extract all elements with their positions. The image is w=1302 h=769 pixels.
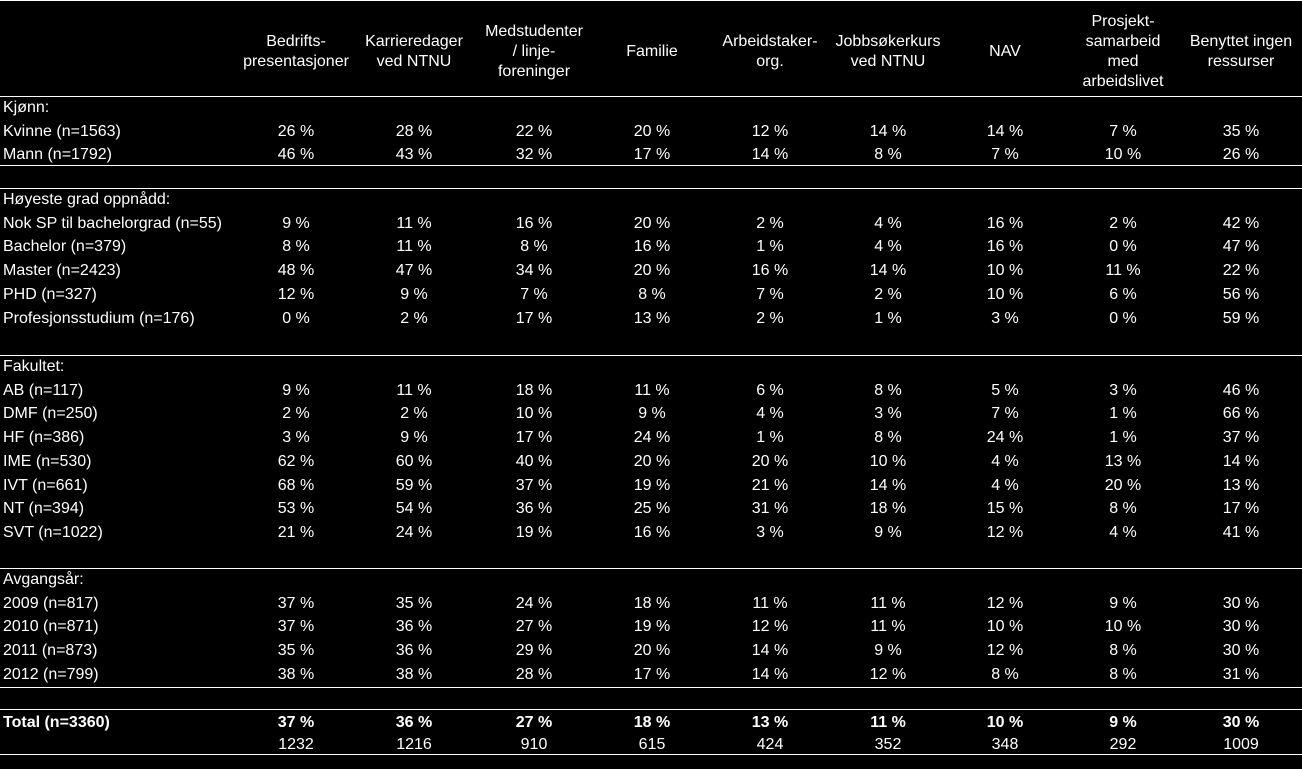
data-cell: 4 % xyxy=(756,405,784,423)
data-cell: 66 % xyxy=(1222,405,1260,423)
data-cell: 13 % xyxy=(633,309,671,327)
data-cell: 3 % xyxy=(874,405,902,423)
data-cell: 11 % xyxy=(870,618,906,636)
data-cell: 16 % xyxy=(515,214,553,232)
data-cell: 7 % xyxy=(991,405,1019,423)
data-cell: 8 % xyxy=(874,429,902,447)
data-cell: 53 % xyxy=(277,500,315,518)
data-cell: 24 % xyxy=(395,523,433,541)
column-header: Jobbsøkerkurs ved NTNU xyxy=(835,33,941,70)
data-cell: 48 % xyxy=(277,262,315,280)
data-cell: 14 % xyxy=(1222,452,1260,470)
divider-line xyxy=(0,355,1302,356)
data-cell: 1 % xyxy=(1109,429,1137,447)
data-cell: 8 % xyxy=(1109,665,1137,683)
data-cell: 17 % xyxy=(515,429,553,447)
data-cell: 2 % xyxy=(874,285,902,303)
data-cell: 14 % xyxy=(751,665,789,683)
total-percent-cell: 10 % xyxy=(986,714,1024,731)
data-cell: 20 % xyxy=(633,262,671,280)
data-cell: 19 % xyxy=(633,476,671,494)
data-cell: 21 % xyxy=(751,476,789,494)
total-count-cell: 348 xyxy=(991,736,1019,753)
data-cell: 28 % xyxy=(395,122,433,140)
divider-line xyxy=(0,0,1302,1)
data-cell: 9 % xyxy=(282,214,310,232)
data-cell: 10 % xyxy=(869,452,907,470)
data-cell: 20 % xyxy=(1104,476,1142,494)
data-cell: 14 % xyxy=(869,476,907,494)
divider-line xyxy=(0,687,1302,688)
data-cell: 20 % xyxy=(633,642,671,660)
data-cell: 19 % xyxy=(633,618,671,636)
data-cell: 14 % xyxy=(869,262,907,280)
data-cell: 36 % xyxy=(515,500,553,518)
data-cell: 12 % xyxy=(751,618,789,636)
data-cell: 68 % xyxy=(277,476,315,494)
data-cell: 30 % xyxy=(1222,594,1260,612)
data-cell: 1 % xyxy=(874,309,902,327)
data-cell: 40 % xyxy=(515,452,553,470)
data-cell: 14 % xyxy=(986,122,1024,140)
data-cell: 4 % xyxy=(874,238,902,256)
data-cell: 2 % xyxy=(400,405,428,423)
data-cell: 19 % xyxy=(515,523,553,541)
data-cell: 2 % xyxy=(756,309,784,327)
section-title: Avgangsår: xyxy=(3,571,84,588)
data-cell: 3 % xyxy=(756,523,784,541)
data-cell: 34 % xyxy=(515,262,553,280)
data-cell: 26 % xyxy=(277,122,315,140)
data-cell: 9 % xyxy=(874,642,902,660)
data-cell: 2 % xyxy=(756,214,784,232)
data-cell: 24 % xyxy=(633,429,671,447)
data-cell: 0 % xyxy=(1109,309,1137,327)
data-cell: 27 % xyxy=(515,618,553,636)
section-title: Kjønn: xyxy=(3,99,50,116)
data-cell: 12 % xyxy=(986,523,1024,541)
data-cell: 47 % xyxy=(395,262,433,280)
divider-line xyxy=(0,568,1302,569)
column-header: Bedrifts- presentasjoner xyxy=(243,33,349,70)
section-title: Fakultet: xyxy=(3,358,65,375)
data-cell: 36 % xyxy=(395,618,433,636)
data-cell: 37 % xyxy=(277,594,315,612)
total-count-cell: 352 xyxy=(874,736,902,753)
data-cell: 30 % xyxy=(1222,618,1260,636)
data-cell: 8 % xyxy=(1109,500,1137,518)
data-cell: 35 % xyxy=(1222,122,1260,140)
data-cell: 43 % xyxy=(395,146,433,164)
total-count-cell: 615 xyxy=(638,736,666,753)
row-label: Mann (n=1792) xyxy=(3,146,112,164)
data-cell: 8 % xyxy=(874,146,902,164)
data-cell: 17 % xyxy=(1222,500,1260,518)
data-cell: 24 % xyxy=(515,594,553,612)
data-cell: 37 % xyxy=(515,476,553,494)
data-cell: 17 % xyxy=(515,309,553,327)
data-cell: 35 % xyxy=(277,642,315,660)
data-cell: 14 % xyxy=(751,642,789,660)
row-label: HF (n=386) xyxy=(3,429,85,447)
data-cell: 14 % xyxy=(869,122,907,140)
data-cell: 59 % xyxy=(395,476,433,494)
total-count-cell: 1232 xyxy=(278,736,314,753)
data-cell: 11 % xyxy=(1105,262,1141,280)
data-cell: 16 % xyxy=(633,523,671,541)
data-cell: 31 % xyxy=(1222,665,1260,683)
data-cell: 20 % xyxy=(633,122,671,140)
data-cell: 54 % xyxy=(395,500,433,518)
data-cell: 9 % xyxy=(400,285,428,303)
data-cell: 1 % xyxy=(756,429,784,447)
row-label: Profesjonsstudium (n=176) xyxy=(3,309,195,327)
data-cell: 37 % xyxy=(1222,429,1260,447)
data-cell: 7 % xyxy=(520,285,548,303)
section-title: Høyeste grad oppnådd: xyxy=(3,191,171,208)
total-percent-cell: 9 % xyxy=(1109,714,1137,731)
data-cell: 1 % xyxy=(1109,405,1137,423)
row-label: 2009 (n=817) xyxy=(3,594,99,612)
row-label: 2012 (n=799) xyxy=(3,665,99,683)
data-cell: 30 % xyxy=(1222,642,1260,660)
divider-line xyxy=(0,709,1302,710)
data-cell: 17 % xyxy=(633,665,671,683)
data-cell: 9 % xyxy=(282,381,310,399)
row-label: SVT (n=1022) xyxy=(3,523,103,541)
data-cell: 11 % xyxy=(396,381,432,399)
data-cell: 10 % xyxy=(986,618,1024,636)
data-cell: 10 % xyxy=(986,285,1024,303)
data-cell: 11 % xyxy=(396,238,432,256)
data-cell: 16 % xyxy=(986,238,1024,256)
data-cell: 11 % xyxy=(752,594,788,612)
column-header: Arbeidstaker- org. xyxy=(722,33,818,70)
data-cell: 9 % xyxy=(874,523,902,541)
total-count-cell: 1216 xyxy=(396,736,432,753)
data-cell: 38 % xyxy=(395,665,433,683)
data-cell: 4 % xyxy=(991,452,1019,470)
data-cell: 8 % xyxy=(874,381,902,399)
data-cell: 9 % xyxy=(400,429,428,447)
data-cell: 1 % xyxy=(756,238,784,256)
row-label: NT (n=394) xyxy=(3,500,85,518)
data-cell: 21 % xyxy=(277,523,315,541)
data-cell: 35 % xyxy=(395,594,433,612)
data-cell: 25 % xyxy=(633,500,671,518)
data-cell: 18 % xyxy=(515,381,553,399)
data-cell: 24 % xyxy=(986,429,1024,447)
data-cell: 12 % xyxy=(751,122,789,140)
total-percent-cell: 36 % xyxy=(395,714,433,731)
total-count-cell: 292 xyxy=(1109,736,1137,753)
data-cell: 6 % xyxy=(756,381,784,399)
data-cell: 12 % xyxy=(277,285,315,303)
data-cell: 7 % xyxy=(756,285,784,303)
column-header: Karrieredager ved NTNU xyxy=(365,33,463,70)
data-cell: 14 % xyxy=(751,146,789,164)
data-cell: 13 % xyxy=(1104,452,1142,470)
data-cell: 4 % xyxy=(874,214,902,232)
data-cell: 17 % xyxy=(633,146,671,164)
data-cell: 37 % xyxy=(277,618,315,636)
data-cell: 2 % xyxy=(1109,214,1137,232)
data-cell: 15 % xyxy=(986,500,1024,518)
data-cell: 22 % xyxy=(515,122,553,140)
total-percent-cell: 30 % xyxy=(1222,714,1260,731)
data-cell: 56 % xyxy=(1222,285,1260,303)
data-cell: 41 % xyxy=(1222,523,1260,541)
data-cell: 18 % xyxy=(633,594,671,612)
data-cell: 0 % xyxy=(1109,238,1137,256)
data-cell: 3 % xyxy=(282,429,310,447)
data-cell: 20 % xyxy=(751,452,789,470)
data-cell: 5 % xyxy=(991,381,1019,399)
data-cell: 22 % xyxy=(1222,262,1260,280)
data-cell: 12 % xyxy=(986,594,1024,612)
data-cell: 8 % xyxy=(1109,642,1137,660)
row-label: IVT (n=661) xyxy=(3,476,88,494)
total-count-cell: 1009 xyxy=(1223,736,1259,753)
data-cell: 20 % xyxy=(633,452,671,470)
data-cell: 8 % xyxy=(282,238,310,256)
row-label: Kvinne (n=1563) xyxy=(3,122,121,140)
divider-line xyxy=(0,96,1302,97)
data-cell: 28 % xyxy=(515,665,553,683)
data-cell: 16 % xyxy=(633,238,671,256)
row-label: AB (n=117) xyxy=(3,381,84,399)
data-cell: 38 % xyxy=(277,665,315,683)
data-cell: 42 % xyxy=(1222,214,1260,232)
data-cell: 4 % xyxy=(991,476,1019,494)
total-percent-cell: 11 % xyxy=(870,714,906,731)
data-cell: 60 % xyxy=(395,452,433,470)
data-cell: 10 % xyxy=(986,262,1024,280)
data-cell: 11 % xyxy=(870,594,906,612)
data-cell: 10 % xyxy=(515,405,553,423)
row-label: 2010 (n=871) xyxy=(3,618,99,636)
data-cell: 31 % xyxy=(751,500,789,518)
data-cell: 47 % xyxy=(1222,238,1260,256)
row-label: DMF (n=250) xyxy=(3,405,98,423)
data-cell: 11 % xyxy=(396,214,432,232)
row-label: 2011 (n=873) xyxy=(3,642,98,660)
data-cell: 4 % xyxy=(1109,523,1137,541)
total-count-cell: 424 xyxy=(756,736,784,753)
total-percent-cell: 13 % xyxy=(751,714,789,731)
data-cell: 12 % xyxy=(869,665,907,683)
column-header: Benyttet ingen ressurser xyxy=(1189,33,1293,70)
data-cell: 12 % xyxy=(986,642,1024,660)
column-header: Medstudenter / linje- foreninger xyxy=(485,23,583,80)
data-cell: 26 % xyxy=(1222,146,1260,164)
data-cell: 9 % xyxy=(638,405,666,423)
data-cell: 46 % xyxy=(1222,381,1260,399)
data-cell: 29 % xyxy=(515,642,553,660)
data-cell: 7 % xyxy=(991,146,1019,164)
column-header: NAV xyxy=(989,43,1021,60)
data-cell: 6 % xyxy=(1109,285,1137,303)
data-cell: 18 % xyxy=(869,500,907,518)
data-cell: 3 % xyxy=(1109,381,1137,399)
data-cell: 16 % xyxy=(986,214,1024,232)
total-percent-cell: 37 % xyxy=(277,714,315,731)
data-cell: 7 % xyxy=(1109,122,1137,140)
row-label: PHD (n=327) xyxy=(3,285,97,303)
row-label: IME (n=530) xyxy=(3,452,92,470)
total-percent-cell: 18 % xyxy=(633,714,671,731)
total-percent-cell: 27 % xyxy=(515,714,553,731)
data-cell: 13 % xyxy=(1222,476,1260,494)
divider-line xyxy=(0,188,1302,189)
data-cell: 2 % xyxy=(400,309,428,327)
column-header: Familie xyxy=(626,43,678,60)
total-label: Total (n=3360) xyxy=(3,714,110,731)
row-label: Bachelor (n=379) xyxy=(3,238,127,256)
total-count-cell: 910 xyxy=(520,736,548,753)
data-cell: 3 % xyxy=(991,309,1019,327)
data-cell: 8 % xyxy=(638,285,666,303)
data-cell: 10 % xyxy=(1104,618,1142,636)
row-label: Master (n=2423) xyxy=(3,262,121,280)
data-cell: 36 % xyxy=(395,642,433,660)
data-cell: 8 % xyxy=(520,238,548,256)
data-cell: 20 % xyxy=(633,214,671,232)
column-header: Prosjekt- samarbeid med arbeidslivet xyxy=(1082,13,1164,90)
data-cell: 10 % xyxy=(1104,146,1142,164)
data-cell: 59 % xyxy=(1222,309,1260,327)
data-cell: 11 % xyxy=(634,381,670,399)
data-cell: 2 % xyxy=(282,405,310,423)
data-cell: 32 % xyxy=(515,146,553,164)
data-cell: 46 % xyxy=(277,146,315,164)
data-cell: 8 % xyxy=(991,665,1019,683)
data-cell: 16 % xyxy=(751,262,789,280)
data-cell: 0 % xyxy=(282,309,310,327)
data-cell: 9 % xyxy=(1109,594,1137,612)
row-label: Nok SP til bachelorgrad (n=55) xyxy=(3,214,222,232)
data-cell: 62 % xyxy=(277,452,315,470)
